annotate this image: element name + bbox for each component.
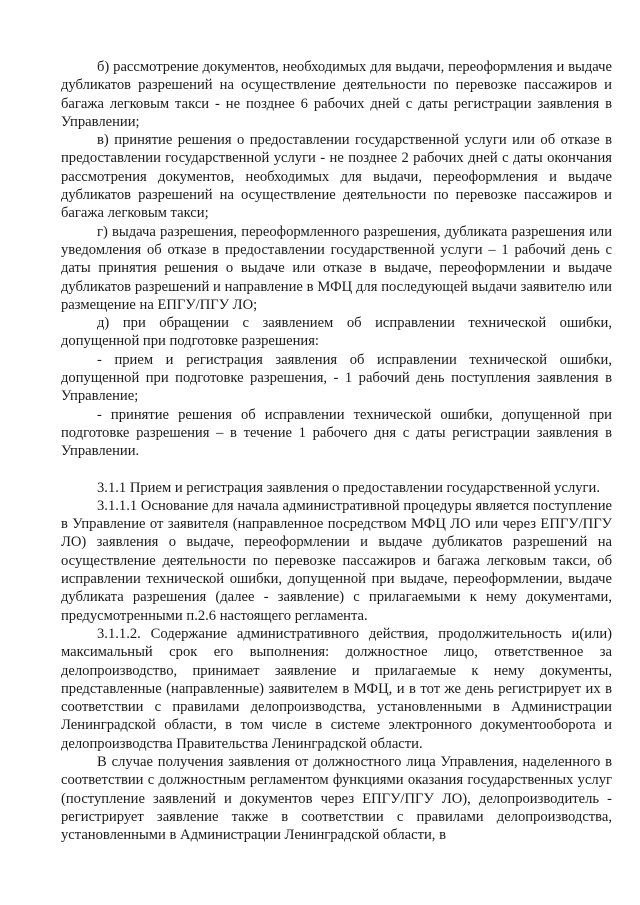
document-page bbox=[61, 58, 612, 844]
paragraph-d-item-1: - прием и регистрация заявления об исправлении технической ошибки, допущенной при подготовке разрешения, - 1 рабочий день поступления заявления в Управление; bbox=[61, 351, 612, 405]
paragraph-d: д) при обращении с заявлением об исправлении технической ошибки, допущенной при подготовке разрешения: bbox=[61, 315, 612, 350]
paragraph-3-1-1-1: 3.1.1.1 Основание для начала административной процедуры является поступление в Управление от заявителя (направленное посредством МФЦ ЛО или через ЕПГУ/ПГУ ЛО) заявления о выдаче, переоформлении и выдаче дубликатов разрешений на осуществление деятельности по перевозке пассажиров и багажа легковым такси, об исправлении технической ошибки, допущенной при выдаче, переоформлении, выдаче дубликата разрешения (далее - заявление) с прилагаемыми к нему документами, предусмотренными п.2.6 настоящего регламента. bbox=[61, 497, 612, 624]
paragraph-registration-case: В случае получения заявления от должностного лица Управления, наделенного в соответствии с должностным регламентом функциями оказания государственных услуг (поступление заявлений и документов через ЕПГУ/ПГУ ЛО), делопроизводитель - регистрирует заявление также в соответствии с правилами делопроизводства, установленными в Администрации Ленинградской области, в bbox=[61, 753, 612, 844]
paragraph-g: г) выдача разрешения, переоформленного разрешения, дубликата разрешения или уведомления об отказе в предоставлении государственной услуги – 1 рабочий день с даты принятия решения о выдаче или отказе в выдаче, переоформлении и выдаче дубликатов разрешений и направление в МФЦ для последующей выдачи заявителю или размещение на ЕПГУ/ПГУ ЛО; bbox=[61, 223, 612, 313]
paragraph-d-item-2: - принятие решения об исправлении технической ошибки, допущенной при подготовке разрешения – в течение 1 рабочего дня с даты регистрации заявления в Управлении. bbox=[61, 406, 612, 460]
paragraph-3-1-1-2: 3.1.1.2. Содержание административного действия, продолжительность и(или) максимальный срок его выполнения: должностное лицо, ответственное за делопроизводство, принимает заявление и прилагаемые к нему документы, представленные (направленные) заявителем в МФЦ, и в тот же день регистрирует их в соответствии с правилами делопроизводства, установленными в Администрации Ленинградской области, в том числе в системе электронного документооборота и делопроизводства Правительства Ленинградской области. bbox=[61, 625, 612, 752]
section-spacer bbox=[61, 461, 612, 479]
paragraph-b: б) рассмотрение документов, необходимых для выдачи, переоформления и выдаче дубликатов разрешений на осуществление деятельности по перевозке пассажиров и багажа легковым такси - не позднее 6 рабочих дней с даты регистрации заявления в Управлении; bbox=[61, 59, 612, 130]
paragraph-v: в) принятие решения о предоставлении государственной услуги или об отказе в предоставлении государственной услуги - не позднее 2 рабочих дней с даты окончания рассмотрения документов, необходимых для выдачи, переоформления и выдаче дубликатов разрешений на осуществление деятельности по перевозке пассажиров и багажа легковым такси; bbox=[61, 132, 612, 222]
section-heading-3-1-1: 3.1.1 Прием и регистрация заявления о предоставлении государственной услуги. bbox=[97, 479, 600, 496]
